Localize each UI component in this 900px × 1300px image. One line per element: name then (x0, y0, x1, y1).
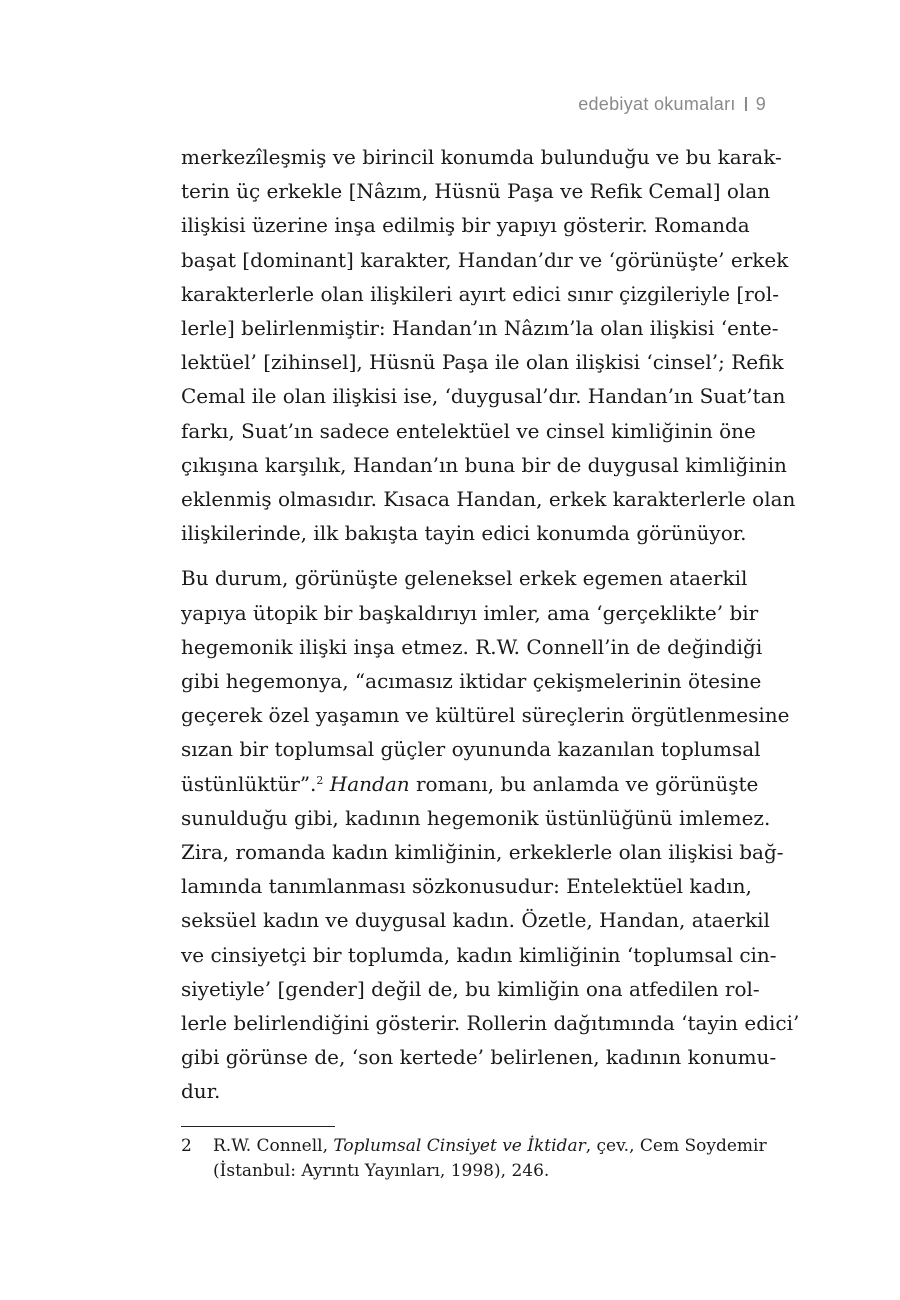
text-line: farkı, Suat’ın sadece entelektüel ve cinsel kimliğinin öne (181, 418, 756, 443)
body-text (181, 140, 800, 1109)
text-line: gibi hegemonya, “acımasız iktidar çekişmelerinin ötesine (181, 669, 762, 694)
text-line: lektüel’ [zihinsel], Hüsnü Paşa ile olan ilişkisi ‘cinsel’; Refik (181, 350, 784, 375)
text-line: siyetiyle’ [gender] değil de, bu kimliğin ona atfedilen rol- (181, 976, 760, 1001)
footnote-rule (181, 1126, 335, 1127)
text-line: gibi görünse de, ‘son kertede’ belirlenen, kadının konumu- (181, 1045, 777, 1070)
text-line: hegemonik ilişki inşa etmez. R.W. Connell’in de değindiği (181, 634, 763, 659)
text-line: lerle belirlendiğini gösterir. Rollerin dağıtımında ‘tayin edici’ (181, 1011, 800, 1036)
footnote-line: (İstanbul: Ayrıntı Yayınları, 1998), 246. (213, 1161, 550, 1181)
text-line: üstünlüktür”.$^2$ Handan romanı, bu anlamda ve görünüşte (181, 771, 759, 796)
paragraph-2 (181, 561, 800, 1108)
footnote-ref[interactable]: 2 (316, 773, 324, 787)
text-line: seksüel kadın ve duygusal kadın. Özetle, Handan, ataerkil (181, 908, 770, 933)
text-line: merkezîleşmiş ve birincil konumda bulunduğu ve bu karak- (181, 145, 782, 169)
footnote-number: 2 (181, 1136, 192, 1156)
text-line: sunulduğu gibi, kadının hegemonik üstünlüğünü imlemez. (181, 805, 771, 830)
text-line: yapıya ütopik bir başkaldırıyı imler, ama ‘gerçeklikte’ bir (181, 600, 759, 625)
footnote-line: R.W. Connell, Toplumsal Cinsiyet ve İktidar, çev., Cem Soydemir (213, 1136, 767, 1156)
italic-title: Handan (329, 771, 410, 796)
paragraph-1 (181, 140, 796, 550)
text-line: dur. (181, 1079, 221, 1104)
text-line: Bu durum, görünüşte geleneksel erkek egemen ataerkil (181, 566, 748, 591)
text-line: lerle] belirlenmiştir: Handan’ın Nâzım’la olan ilişkisi ‘ente- (181, 316, 779, 341)
text-line: eklenmiş olmasıdır. Kısaca Handan, erkek karakterlerle olan (181, 487, 796, 512)
text-line: ilişkisi üzerine inşa edilmiş bir yapıyı gösterir. Romanda (181, 213, 750, 238)
text-line: ilişkilerinde, ilk bakışta tayin edici konumda görünüyor. (181, 521, 747, 546)
text-line: Cemal ile olan ilişkisi ise, ‘duygusal’dır. Handan’ın Suat’tan (181, 384, 786, 409)
text-line: karakterlerle olan ilişkileri ayırt edici sınır çizgileriyle [rol- (181, 281, 779, 306)
text-line: Zira, romanda kadın kimliğinin, erkeklerle olan ilişkisi bağ- (181, 840, 784, 865)
footnote (181, 1134, 767, 1184)
page-number: 9 (755, 94, 766, 114)
text-line: lamında tanımlanması sözkonusudur: Entelektüel kadın, (181, 874, 752, 899)
text-line: geçerek özel yaşamın ve kültürel süreçlerin örgütlenmesine (181, 703, 790, 728)
cited-title: Toplumsal Cinsiyet ve İktidar (333, 1136, 586, 1156)
running-header (578, 94, 766, 115)
text-line: çıkışına karşılık, Handan’ın buna bir de duygusal kimliğinin (181, 452, 787, 477)
text-line: terin üç erkekle [Nâzım, Hüsnü Paşa ve Refik Cemal] olan (181, 179, 771, 204)
header-separator (745, 97, 747, 111)
text-line: başat [dominant] karakter, Handan’dır ve ‘görünüşte’ erkek (181, 247, 789, 272)
text-line: sızan bir toplumsal güçler oyununda kazanılan toplumsal (181, 737, 761, 762)
section-title: edebiyat okumaları (578, 94, 736, 114)
text-line: ve cinsiyetçi bir toplumda, kadın kimliğinin ‘toplumsal cin- (181, 942, 777, 967)
